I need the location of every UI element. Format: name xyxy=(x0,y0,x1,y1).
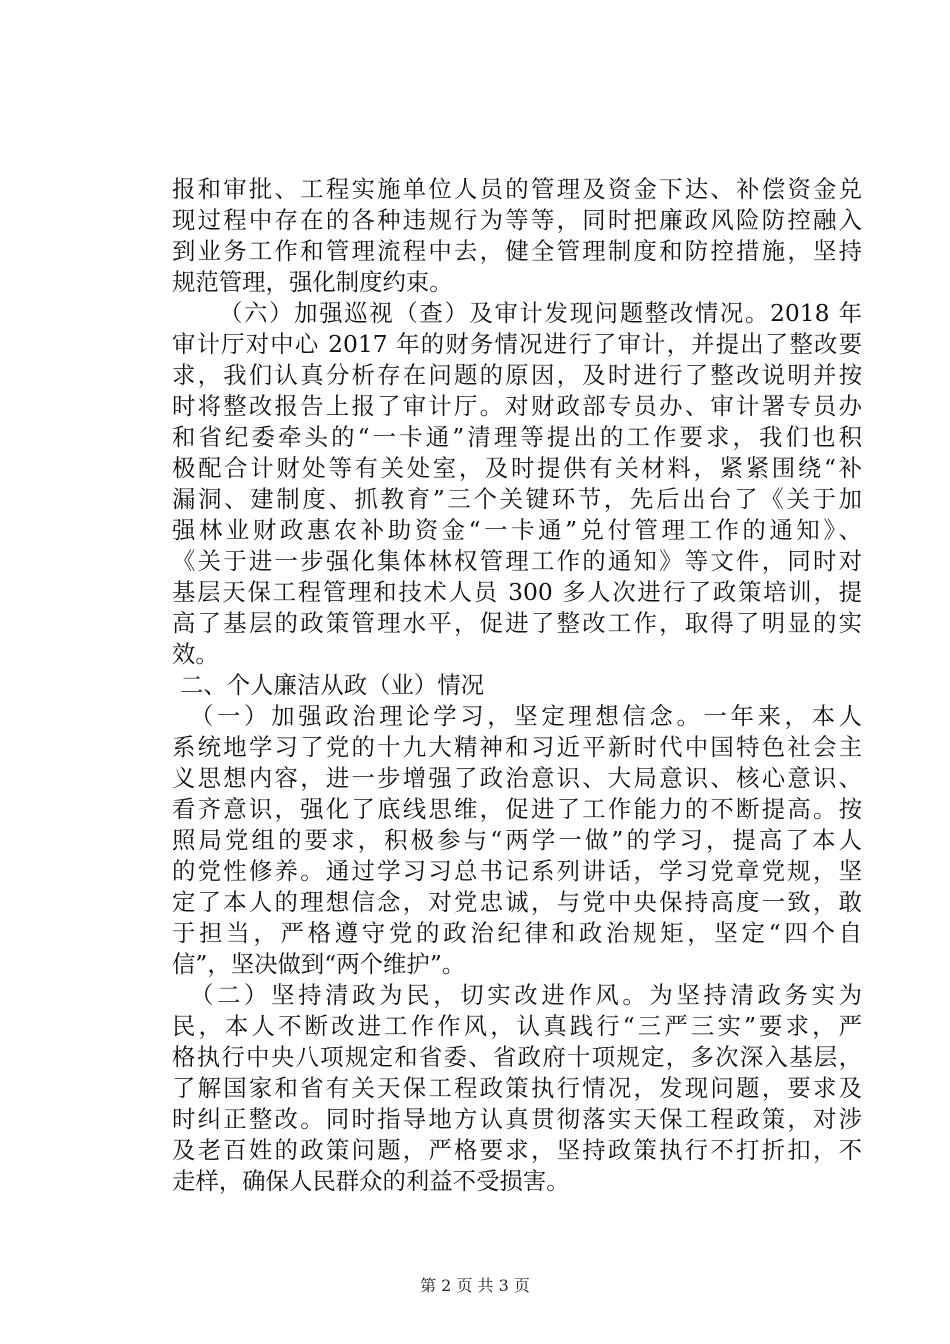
text-line: 格执行中央八项规定和省委、省政府十项规定，多次深入基层， xyxy=(172,1043,862,1071)
text-line: 信”，坚决做到“两个维护”。 xyxy=(172,950,466,978)
section-heading-2: 二、个人廉洁从政（业）情况 xyxy=(180,671,485,699)
text-line: 走样，确保人民群众的利益不受损害。 xyxy=(172,1167,570,1195)
text-line: 漏洞、建制度、抓教育”三个关键环节，先后出台了《关于加 xyxy=(172,485,862,513)
text-line: 及老百姓的政策问题，严格要求，坚持政策执行不打折扣，不 xyxy=(172,1136,862,1164)
text-line: 和省纪委牵头的“一卡通”清理等提出的工作要求，我们也积 xyxy=(172,423,862,451)
page-number-label: 第 2 页 共 3 页 xyxy=(420,1276,530,1295)
text-line: 系统地学习了党的十九大精神和习近平新时代中国特色社会主 xyxy=(172,733,862,761)
text-line: 到业务工作和管理流程中去，健全管理制度和防控措施，坚持 xyxy=(172,237,862,265)
text-line: 于担当，严格遵守党的政治纪律和政治规矩，坚定“四个自 xyxy=(172,919,862,947)
text-line: 看齐意识，强化了底线思维，促进了工作能力的不断提高。按 xyxy=(172,795,862,823)
text-line: 义思想内容，进一步增强了政治意识、大局意识、核心意识、 xyxy=(172,764,862,792)
paragraph-heading-2: （二）坚持清政为民，切实改进作风。为坚持清政务实为 xyxy=(190,981,862,1009)
text-line: 规范管理，强化制度约束。 xyxy=(172,268,453,296)
text-line: 效。 xyxy=(172,640,219,668)
text-line: 照局党组的要求，积极参与“两学一做”的学习，提高了本人 xyxy=(172,826,862,854)
text-line: 基层天保工程管理和技术人员 300 多人次进行了政策培训，提 xyxy=(172,578,862,606)
text-line: 时纠正整改。同时指导地方认真贯彻落实天保工程政策，对涉 xyxy=(172,1105,862,1133)
text-line: 《关于进一步强化集体林权管理工作的通知》等文件，同时对 xyxy=(172,547,862,575)
text-line: 现过程中存在的各种违规行为等等，同时把廉政风险防控融入 xyxy=(172,206,862,234)
text-line: 审计厅对中心 2017 年的财务情况进行了审计，并提出了整改要 xyxy=(172,330,862,358)
text-line: 时将整改报告上报了审计厅。对财政部专员办、审计署专员办 xyxy=(172,392,862,420)
page-footer xyxy=(0,1276,950,1296)
paragraph-heading-6: （六）加强巡视（查）及审计发现问题整改情况。2018 年 xyxy=(219,299,862,327)
text-line: 报和审批、工程实施单位人员的管理及资金下达、补偿资金兑 xyxy=(172,175,862,203)
text-line: 强林业财政惠农补助资金“一卡通”兑付管理工作的通知》、 xyxy=(172,516,862,544)
text-line: 的党性修养。通过学习习总书记系列讲话，学习党章党规，坚 xyxy=(172,857,862,885)
text-line: 求，我们认真分析存在问题的原因，及时进行了整改说明并按 xyxy=(172,361,862,389)
text-line: 定了本人的理想信念，对党忠诚，与党中央保持高度一致，敢 xyxy=(172,888,862,916)
text-line: 极配合计财处等有关处室，及时提供有关材料，紧紧围绕“补 xyxy=(172,454,862,482)
text-line: 民，本人不断改进工作作风，认真践行“三严三实”要求，严 xyxy=(172,1012,862,1040)
paragraph-heading-1: （一）加强政治理论学习，坚定理想信念。一年来，本人 xyxy=(190,702,862,730)
text-line: 了解国家和省有关天保工程政策执行情况，发现问题，要求及 xyxy=(172,1074,862,1102)
text-line: 高了基层的政策管理水平，促进了整改工作，取得了明显的实 xyxy=(172,609,862,637)
